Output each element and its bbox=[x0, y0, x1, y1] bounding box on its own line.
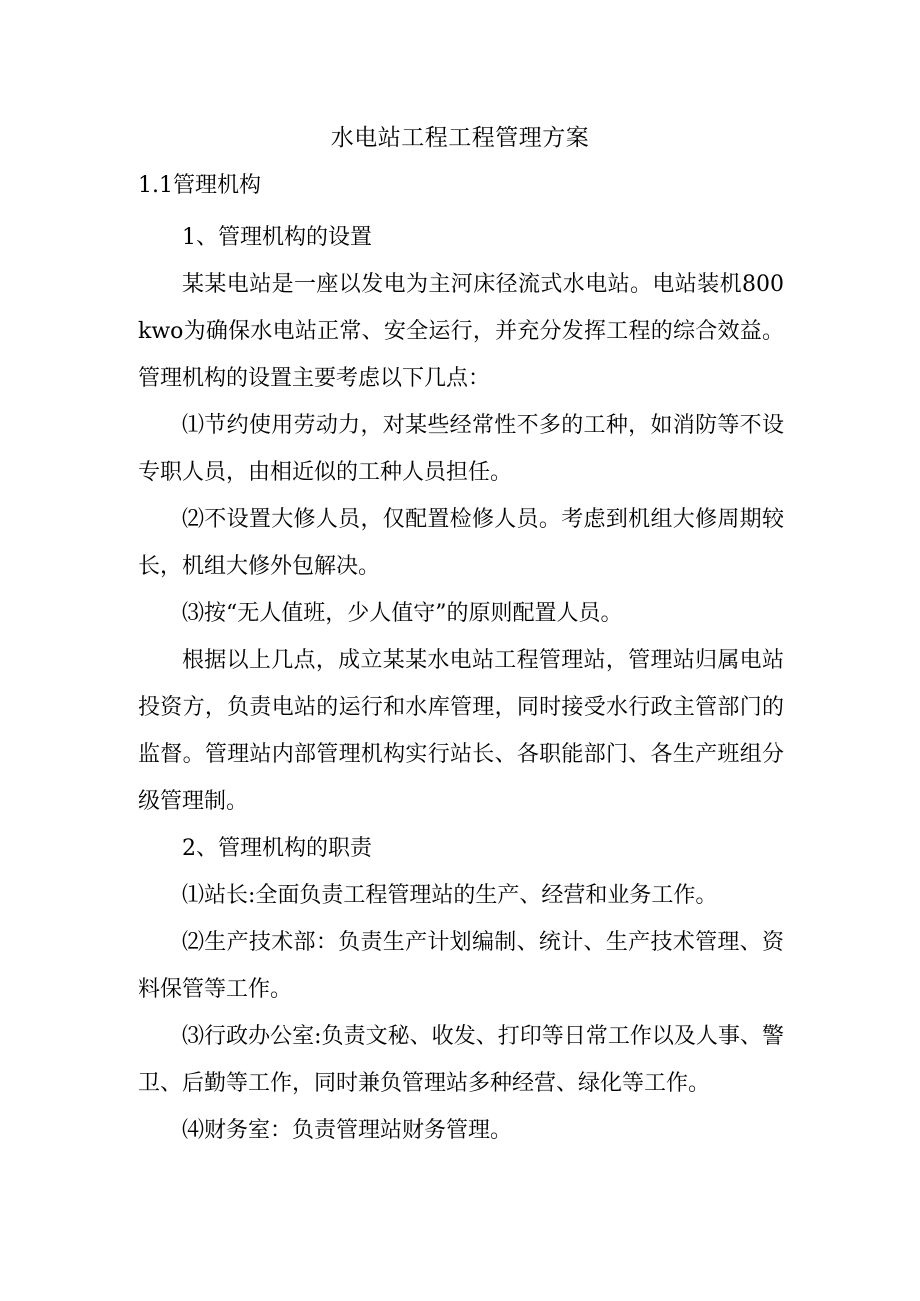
paragraph-11: ⑷财务室：负责管理站财务管理。 bbox=[182, 1118, 513, 1143]
paragraph-3: ⑴节约使用劳动力，对某些经常性不多的工种，如消防等不设专职人员，由相近似的工种人员担任。 bbox=[138, 413, 784, 485]
paragraph-5: ⑶按“无人值班，少人值守”的原则配置人员。 bbox=[182, 601, 623, 626]
paragraph-2: 某某电站是一座以发电为主河床径流式水电站。电站装机800kwo为确保水电站正常、安全运行，并充分发挥工程的综合效益。管理机构的设置主要考虑以下几点： bbox=[138, 272, 784, 391]
paragraph-10: ⑶行政办公室:负责文秘、收发、打印等日常工作以及人事、警卫、后勤等工作，同时兼负管理站多种经营、绿化等工作。 bbox=[138, 1024, 784, 1096]
document-title: 水电站工程工程管理方案 bbox=[330, 125, 590, 151]
document-body bbox=[138, 214, 784, 1154]
paragraph-9: ⑵生产技术部：负责生产计划编制、统计、生产技术管理、资料保管等工作。 bbox=[138, 930, 784, 1002]
paragraph-7: 2、管理机构的职责 bbox=[182, 836, 372, 861]
paragraph-4: ⑵不设置大修人员，仅配置检修人员。考虑到机组大修周期较长，机组大修外包解决。 bbox=[138, 507, 784, 579]
paragraph-6: 根据以上几点，成立某某水电站工程管理站，管理站归属电站投资方，负责电站的运行和水库管理，同时接受水行政主管部门的监督。管理站内部管理机构实行站长、各职能部门、各生产班组分级管理制。 bbox=[138, 648, 784, 814]
paragraph-8: ⑴站长:全面负责工程管理站的生产、经营和业务工作。 bbox=[182, 883, 718, 908]
paragraph-1: 1、管理机构的设置 bbox=[182, 225, 372, 250]
section-heading: 1.1管理机构 bbox=[138, 173, 261, 198]
